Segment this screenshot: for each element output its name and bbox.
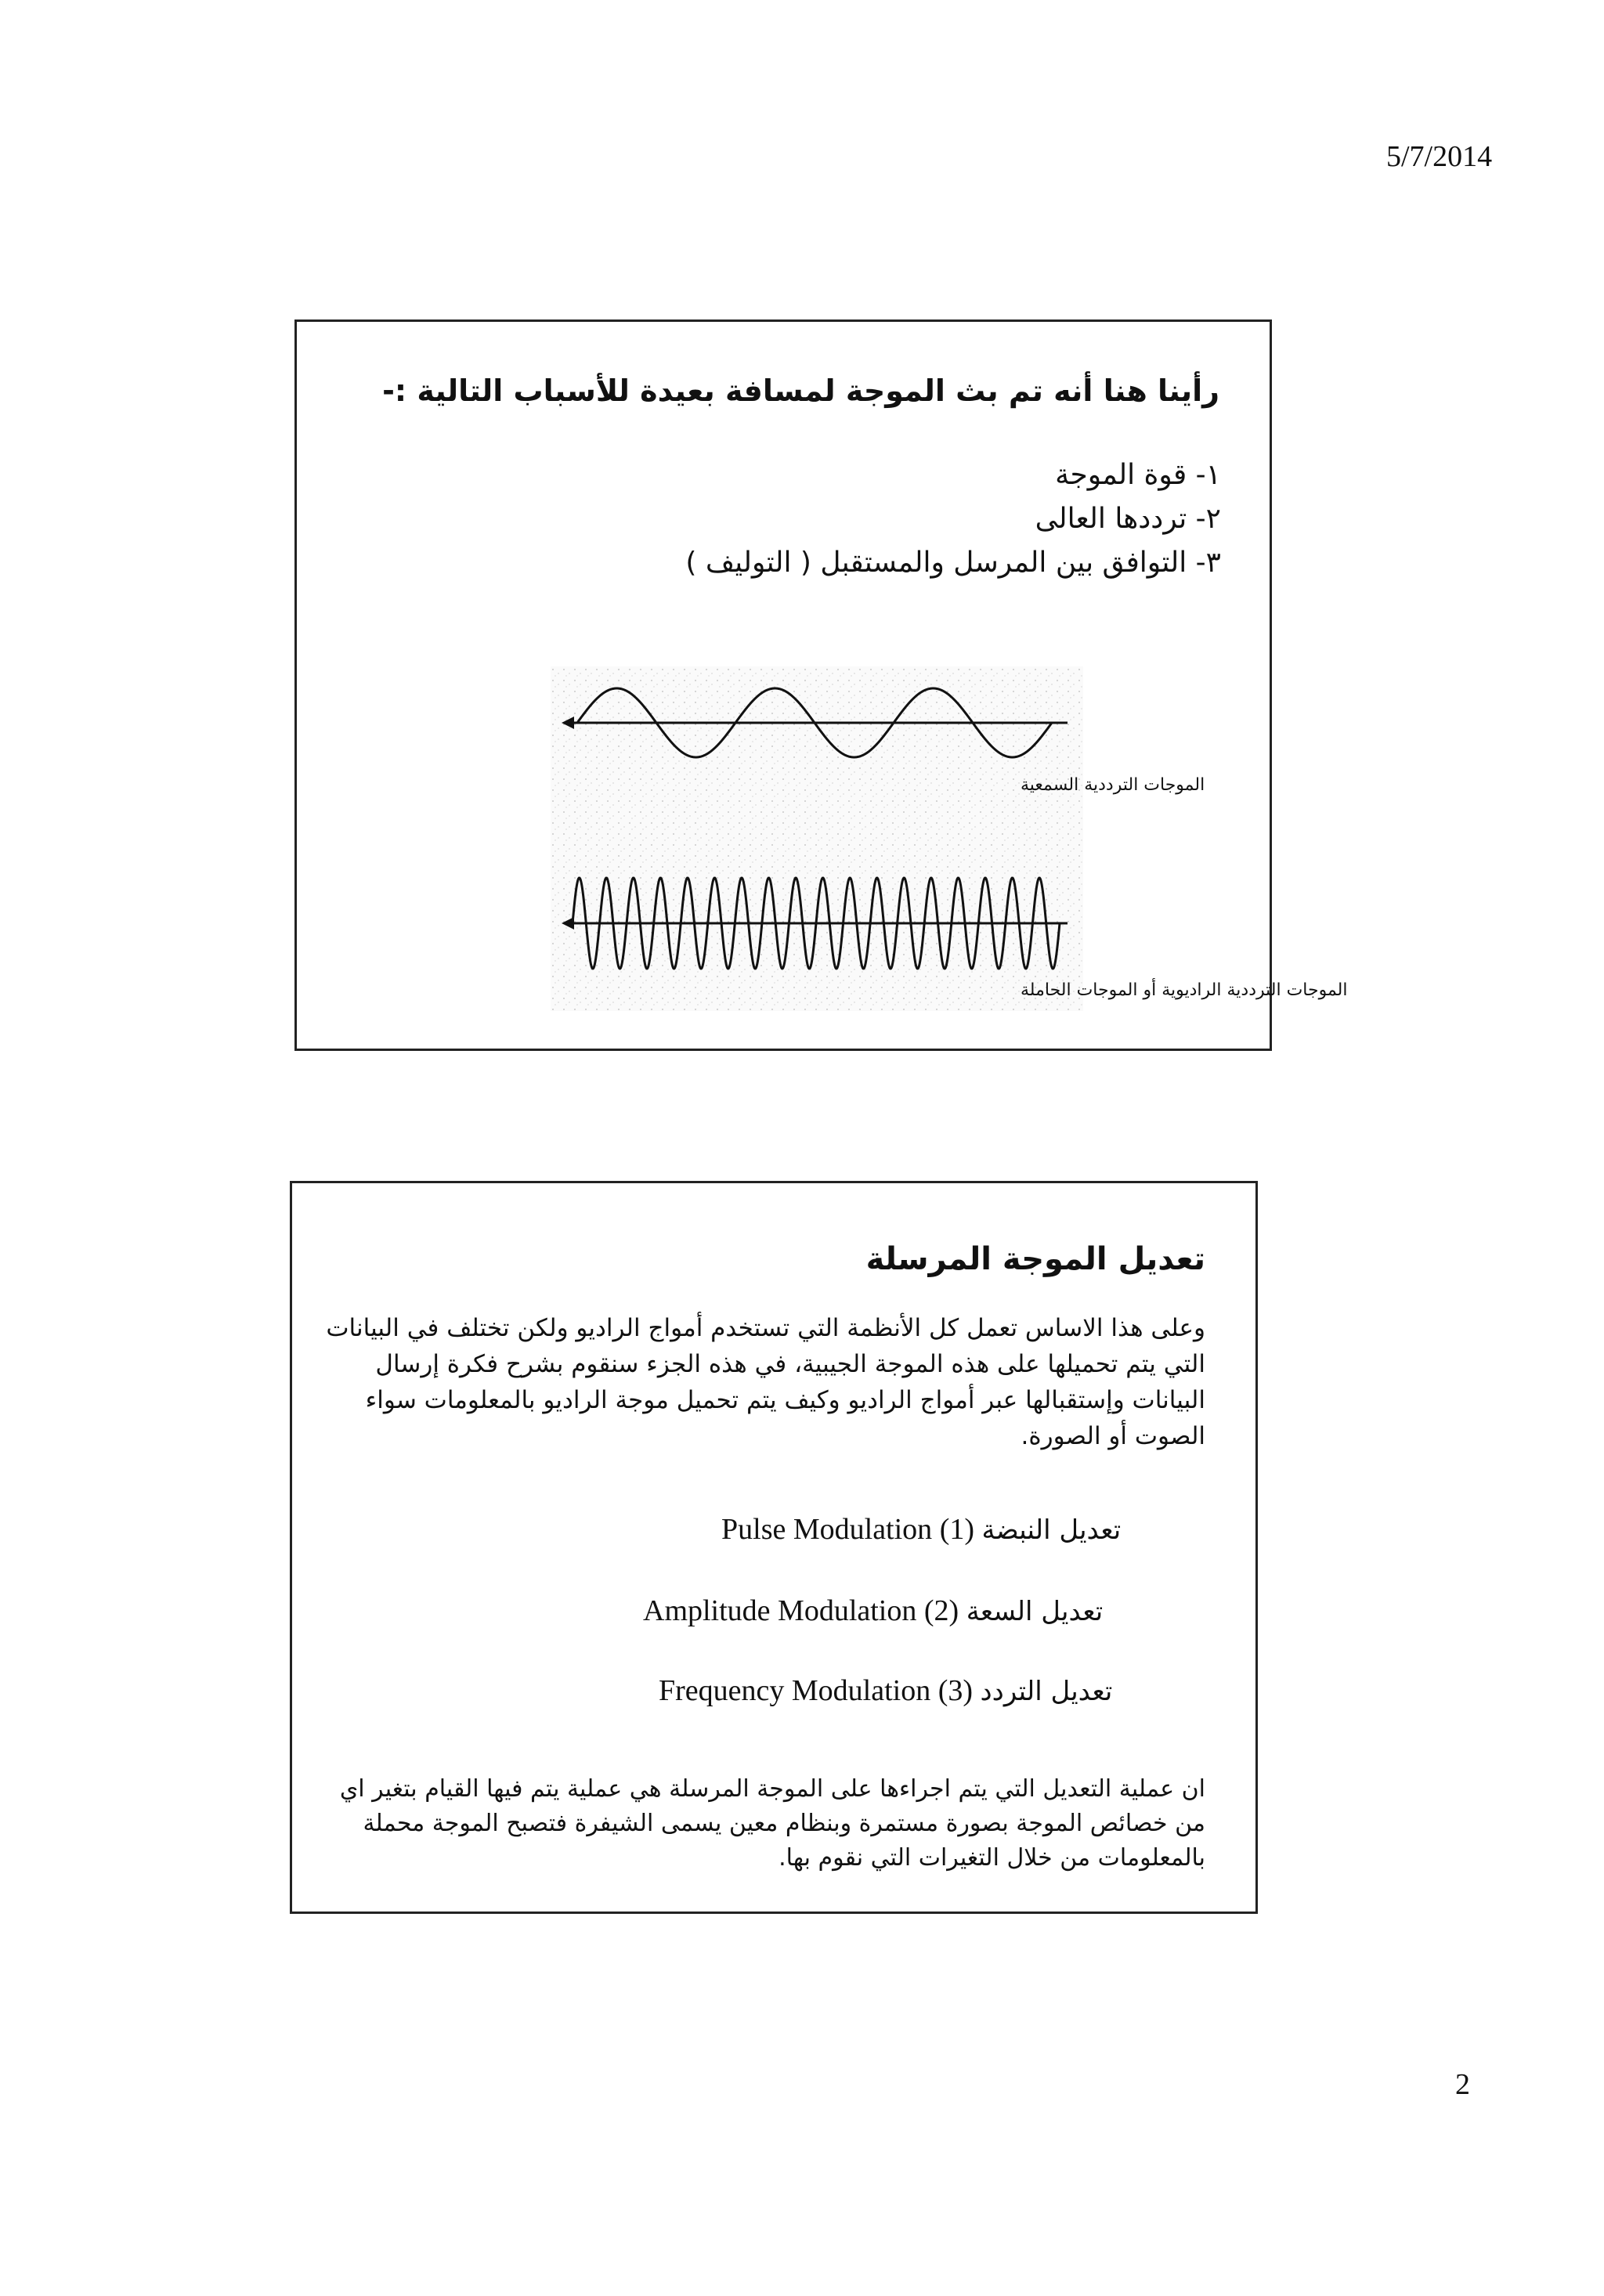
- intro-paragraph: وعلى هذا الاساس تعمل كل الأنظمة التي تستخدم أمواج الراديو ولكن تختلف في البيانات التي يتم تحميلها على هذه الموجة الجيبية، في هذه الجزء سنقوم بشرح فكرة إرسال البيانات وإستقبالها عبر أمواج الراديو وكيف يتم تحميل موجة الراديو بالمعلومات سواء الصوت أو الصورة.: [326, 1314, 1205, 1450]
- modulation-definition: ان عملية التعديل التي يتم اجراءها على الموجة المرسلة هي عملية يتم فيها القيام بتغير اي من خصائص الموجة بصورة مستمرة وبنظام معين يسمى الشيفرة فتصبح الموجة محملة بالمعلومات من خلال التغيرات التي نقوم بها.: [339, 1775, 1205, 1872]
- slide-heading: رأينا هنا أنه تم بث الموجة لمسافة بعيدة للأسباب التالية :-: [382, 374, 1219, 408]
- reasons-list: [685, 453, 1221, 585]
- list-item: ١- قوة الموجة: [1055, 459, 1221, 491]
- modulation-number: (3): [937, 1674, 974, 1707]
- slide-title: تعديل الموجة المرسلة: [865, 1241, 1205, 1277]
- slide-wave-transmission: [294, 319, 1348, 1051]
- figure-background: [551, 666, 1083, 1011]
- modulation-item-pulse: [721, 1512, 1121, 1547]
- wave-figure: [551, 666, 1348, 1011]
- modulation-number: (2): [923, 1594, 959, 1627]
- list-item: ٢- ترددها العالى: [1035, 503, 1221, 535]
- modulation-item-frequency: [659, 1673, 1112, 1708]
- modulation-arabic: تعديل التردد: [980, 1676, 1113, 1707]
- list-item: ٣- التوافق بين المرسل والمستقبل ( التوليف ): [685, 547, 1221, 579]
- wave-diagram: [551, 666, 1348, 1011]
- modulation-english: Pulse Modulation: [721, 1513, 933, 1546]
- modulation-arabic: تعديل السعة: [966, 1596, 1104, 1627]
- slide-modulation: [290, 1181, 1258, 1914]
- modulation-item-amplitude: [643, 1594, 1103, 1628]
- modulation-number: (1): [939, 1513, 974, 1546]
- page-number: 2: [1455, 2068, 1470, 2101]
- modulation-english: Amplitude Modulation: [643, 1594, 917, 1627]
- modulation-english: Frequency Modulation: [659, 1674, 931, 1707]
- modulation-arabic: تعديل النبضة: [981, 1514, 1122, 1546]
- page-date: 5/7/2014: [1386, 140, 1493, 173]
- radio-wave-label: الموجات الترددية الراديوية أو الموجات الحاملة: [1021, 980, 1348, 1000]
- audio-wave-label: الموجات الترددية السمعية: [1021, 775, 1205, 795]
